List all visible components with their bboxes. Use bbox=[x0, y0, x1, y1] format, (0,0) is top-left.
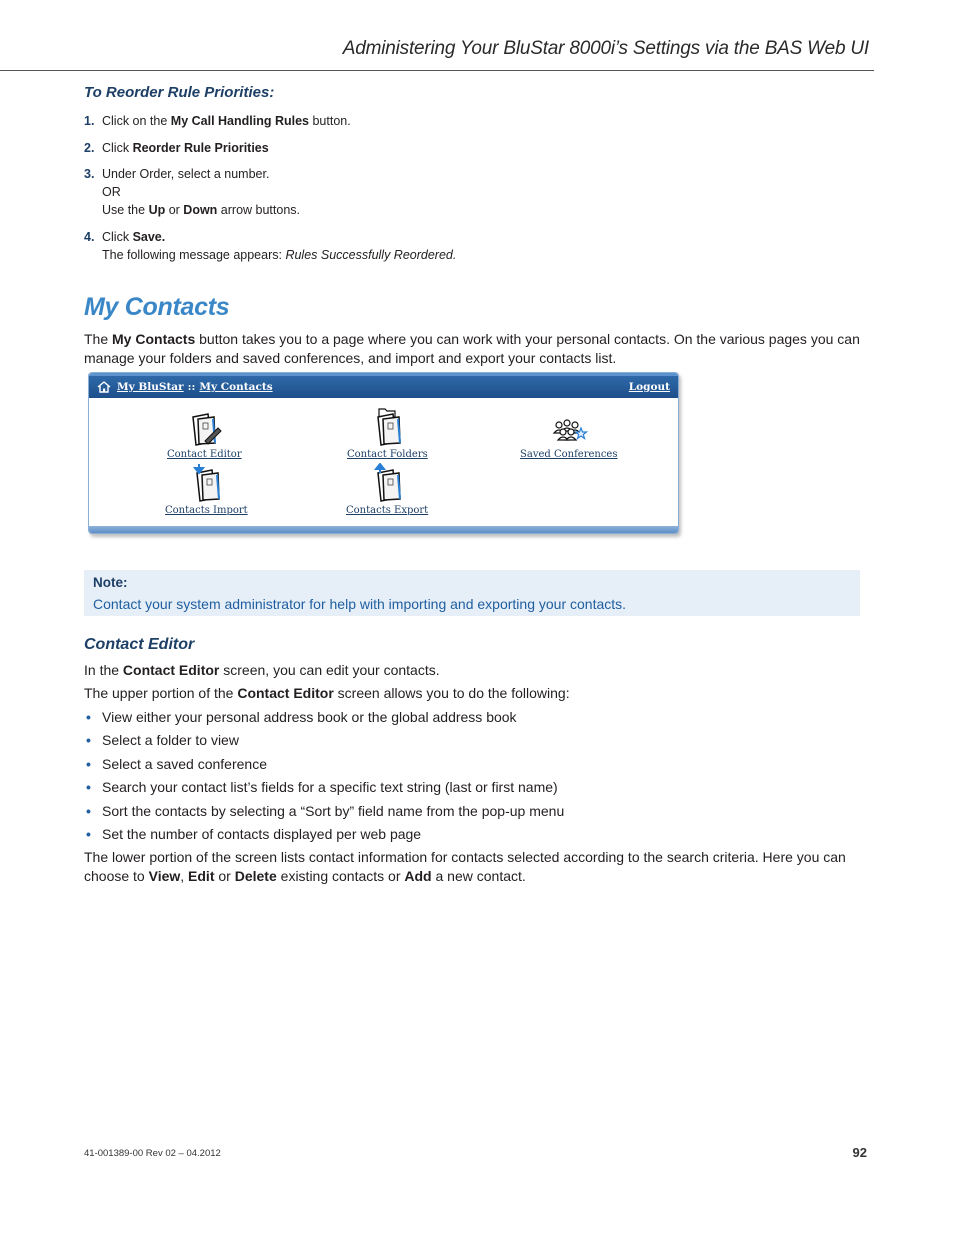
step-2: 2. Click Reorder Rule Priorities bbox=[84, 141, 269, 155]
step-1: 1. Click on the My Call Handling Rules button. bbox=[84, 114, 351, 128]
home-icon bbox=[97, 381, 111, 393]
step-3: 3. Under Order, select a number. OR Use the Up or Down arrow buttons. bbox=[84, 167, 301, 217]
note-box bbox=[84, 570, 860, 616]
header-divider bbox=[0, 70, 874, 71]
logout-link[interactable]: Logout bbox=[628, 381, 670, 393]
contact-folders-icon bbox=[367, 407, 407, 447]
note-title: Note: bbox=[93, 575, 128, 590]
contacts-import-icon bbox=[186, 463, 226, 503]
contacts-export-icon bbox=[367, 463, 407, 503]
contacts-export-label[interactable]: Contacts Export bbox=[346, 505, 429, 516]
page-header-title: Administering Your BluStar 8000i’s Settings via the BAS Web UI bbox=[342, 38, 869, 59]
contact-editor-label[interactable]: Contact Editor bbox=[167, 449, 242, 460]
contacts-import-label[interactable]: Contacts Import bbox=[165, 505, 248, 516]
my-contacts-screenshot bbox=[88, 372, 679, 534]
contact-folders-label[interactable]: Contact Folders bbox=[347, 449, 428, 460]
saved-conferences-button[interactable] bbox=[520, 417, 617, 460]
editor-paragraph-1: In the Contact Editor screen, you can edit your contacts. bbox=[84, 662, 440, 678]
my-contacts-heading: My Contacts bbox=[84, 293, 230, 321]
list-item: • Select a saved conference bbox=[86, 755, 267, 772]
step-number: 1. bbox=[84, 114, 95, 128]
saved-conferences-label[interactable]: Saved Conferences bbox=[520, 449, 618, 460]
note-body: Contact your system administrator for help with importing and exporting your contacts. bbox=[93, 596, 627, 612]
list-item: • Set the number of contacts displayed per web page bbox=[86, 825, 422, 842]
contacts-import-button[interactable] bbox=[165, 463, 248, 516]
reorder-heading: To Reorder Rule Priorities: bbox=[84, 84, 275, 101]
step-number: 3. bbox=[84, 167, 95, 181]
list-item: • Search your contact list’s fields for a specific text string (last or first name) bbox=[86, 779, 558, 796]
list-item: • View either your personal address book or the global address book bbox=[86, 709, 517, 725]
editor-paragraph-2: The upper portion of the Contact Editor screen allows you to do the following: bbox=[84, 685, 570, 701]
step-4: 4. Click Save. The following message appears: Rules Successfully Reordered. bbox=[84, 230, 457, 262]
breadcrumb-my-contacts-link[interactable]: My Contacts bbox=[199, 381, 273, 393]
editor-bullet-list bbox=[84, 708, 869, 848]
contact-editor-heading: Contact Editor bbox=[84, 636, 195, 653]
panel-bottom-bar bbox=[89, 526, 678, 533]
list-item: • Sort the contacts by selecting a “Sort by” field name from the pop-up menu bbox=[86, 802, 565, 819]
breadcrumb-my-blustar-link[interactable]: My BluStar bbox=[117, 381, 184, 393]
contacts-export-button[interactable] bbox=[346, 463, 428, 516]
contact-editor-icon bbox=[184, 411, 224, 447]
step-number: 4. bbox=[84, 230, 95, 244]
editor-paragraph-3: The lower portion of the screen lists contact information for contacts selected according to the search criteria. Here you can choose to View, Edit or Delete existing contacts or Add a new contact. bbox=[84, 849, 846, 884]
contact-folders-button[interactable] bbox=[347, 407, 428, 460]
document-id: 41-001389-00 Rev 02 – 04.2012 bbox=[84, 1148, 221, 1159]
contact-editor-button[interactable] bbox=[167, 411, 242, 460]
step-number: 2. bbox=[84, 141, 95, 155]
page-number: 92 bbox=[852, 1145, 867, 1160]
my-contacts-intro: The My Contacts button takes you to a page where you can work with your personal contacts. On the various pages you can manage your folders and saved conferences, and import and export your contacts list. bbox=[84, 331, 860, 366]
list-item: • Select a folder to view bbox=[86, 732, 239, 749]
saved-conferences-icon bbox=[549, 417, 589, 447]
navigation-bar: My BluStar :: My Contacts Logout bbox=[89, 373, 678, 398]
reorder-steps bbox=[84, 112, 844, 264]
